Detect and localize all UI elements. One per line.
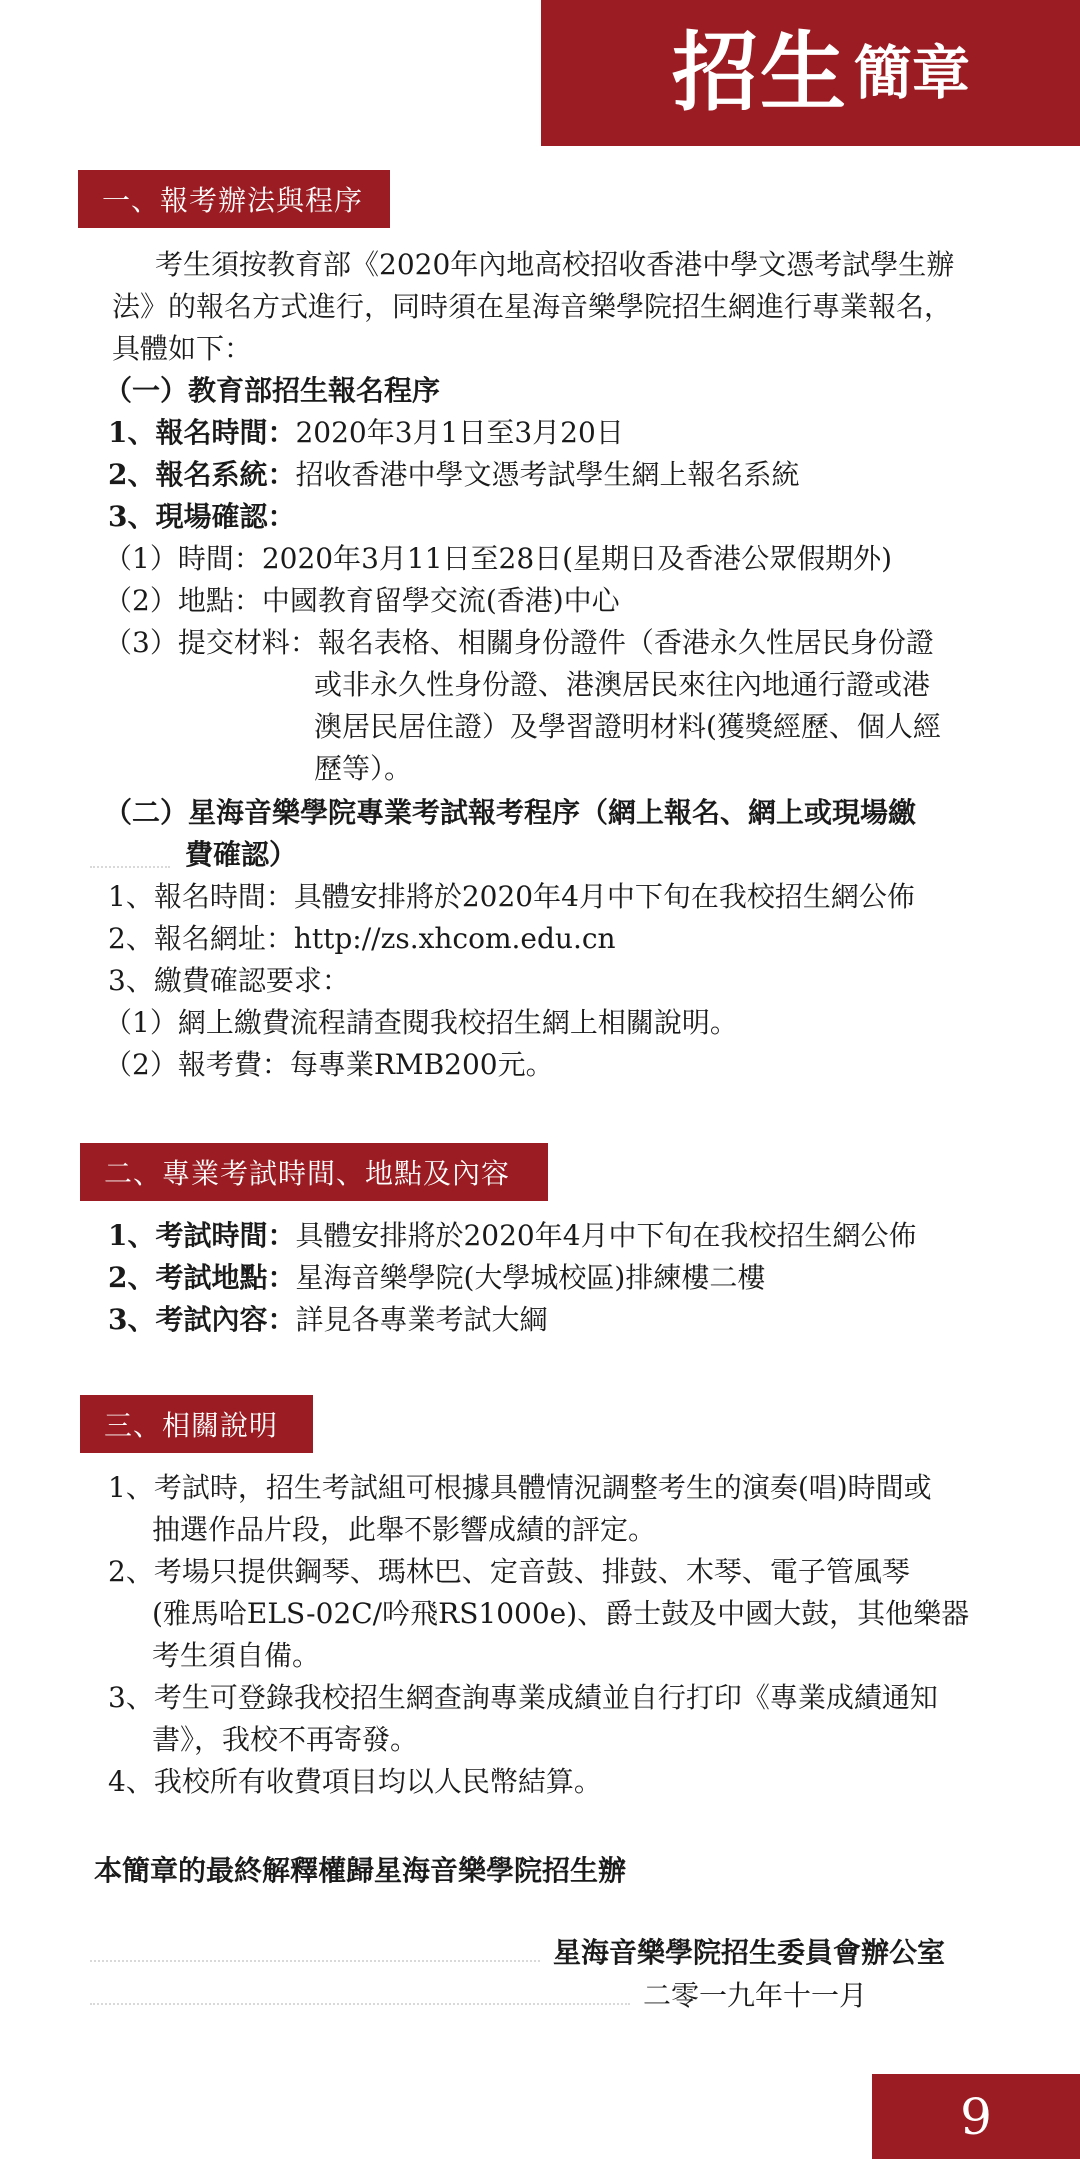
sub1-item2-label: 2、報名系統： [108,458,296,491]
section3-line2: 抽選作品片段，此舉不影響成績的評定。 [152,1513,657,1546]
sub2-title-line2: 費確認） [185,838,298,871]
sub2-line3: 3、繳費確認要求： [108,964,350,997]
section3-line3: 2、考場只提供鋼琴、瑪林巴、定音鼓、排鼓、木琴、電子管風琴 [108,1555,910,1588]
section1-intro-line1: 考生須按教育部《2020年內地高校招收香港中學文憑考試學生辦 [155,248,955,281]
sub2-line2: 2、報名網址：http://zs.xhcom.edu.cn [108,922,616,955]
section2-item1-label: 1、考試時間： [108,1219,296,1252]
sub1-subitem2: （2）地點：中國教育留學交流(香港)中心 [104,584,620,617]
section2-item2-label: 2、考試地點： [108,1261,296,1294]
footer-office: 星海音樂學院招生委員會辦公室 [553,1936,946,1969]
footer-date: 二零一九年十一月 [643,1979,868,2012]
sub2-line5: （2）報考費：每專業RMB200元。 [104,1048,554,1081]
section1-intro-line2: 法》的報名方式進行，同時須在星海音樂學院招生網進行專業報名， [112,290,953,323]
section3-heading: 三、相關說明 [80,1395,313,1453]
sub1-materials-line4: 歷等）。 [314,752,413,785]
section2-heading: 二、專業考試時間、地點及內容 [80,1143,548,1201]
sub1-materials-line2: 或非永久性身份證、港澳居民來往內地通行證或港 [314,668,931,701]
sub2-line1: 1、報名時間：具體安排將於2020年4月中下旬在我校招生網公佈 [108,880,915,913]
section2-item1-value: 具體安排將於2020年4月中下旬在我校招生網公佈 [295,1219,917,1252]
sub1-subitem1: （1）時間：2020年3月11日至28日(星期日及香港公眾假期外) [104,542,892,575]
section2-item2 [108,1258,765,1298]
sub1-item2 [108,455,800,495]
section2-item3-value: 詳見各專業考試大綱 [295,1303,548,1336]
section3-line8: 4、我校所有收費項目均以人民幣結算。 [108,1765,602,1798]
page-number: 9 [872,2074,1080,2159]
sub1-item2-value: 招收香港中學文憑考試學生網上報名系統 [295,458,800,491]
section1-intro-line3: 具體如下： [112,332,253,365]
section3-line4: (雅馬哈ELS-02C/吟飛RS1000e)、爵士鼓及中國大鼓，其他樂器 [152,1597,970,1630]
section2-item3-label: 3、考試內容： [108,1303,296,1336]
section2-item3 [108,1300,548,1340]
section2-item1 [108,1216,917,1256]
section3-line5: 考生須自備。 [152,1639,321,1672]
sub2-line4: （1）網上繳費流程請查閱我校招生網上相關說明。 [104,1006,738,1039]
dotted-leader [90,1960,540,1962]
sub1-subitem3: （3）提交材料：報名表格、相關身份證件（香港永久性居民身份證 [104,626,934,659]
section1-heading: 一、報考辦法與程序 [78,170,390,228]
sub1-item1-value: 2020年3月1日至3月20日 [295,416,624,449]
dotted-leader [90,866,170,868]
section3-line1: 1、考試時，招生考試組可根據具體情況調整考生的演奏(唱)時間或 [108,1471,932,1504]
section3-line6: 3、考生可登錄我校招生網查詢專業成績並自行打印《專業成績通知 [108,1681,938,1714]
sub1-item1 [108,413,624,453]
footer-statement: 本簡章的最終解釋權歸星海音樂學院招生辦 [94,1854,627,1887]
section3-line7: 書》，我校不再寄發。 [152,1723,419,1756]
sub1-item1-label: 1、報名時間： [108,416,296,449]
page-title-large: 招生 [671,22,848,123]
sub1-materials-line3: 澳居民居住證）及學習證明材料(獲獎經歷、個人經 [314,710,941,743]
page-title-small: 簡章 [853,39,970,107]
dotted-leader [90,2003,630,2005]
section2-item2-value: 星海音樂學院(大學城校區)排練樓二樓 [295,1261,766,1294]
sub2-title-line1: （二）星海音樂學院專業考試報考程序（網上報名、網上或現場繳 [104,796,917,829]
sub1-item3-label: 3、現場確認： [108,500,296,533]
page-title-banner [541,0,1080,146]
sub1-title: （一）教育部招生報名程序 [104,374,441,407]
